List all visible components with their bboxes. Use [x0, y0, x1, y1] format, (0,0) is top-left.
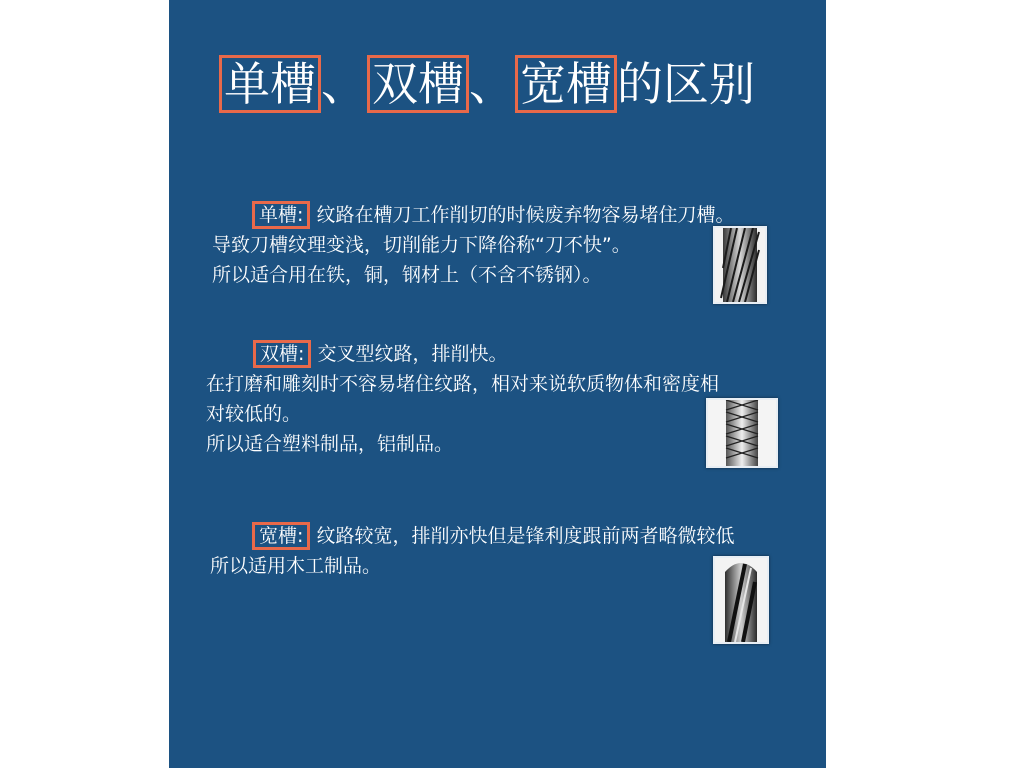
title-separator-1: 、 — [321, 57, 367, 111]
double-flute-line-4: 所以适合塑料制品，铝制品。 — [206, 433, 454, 455]
section-double-flute — [206, 339, 719, 459]
wide-flute-line-1: 纹路较宽，排削亦快但是锋利度跟前两者略微较低 — [316, 525, 735, 547]
title-suffix: 的区别 — [617, 57, 755, 111]
single-flute-line-3: 所以适合用在铁，铜，钢材上（不含不锈钢）。 — [212, 264, 602, 286]
single-flute-label: 单槽: — [252, 201, 310, 229]
wide-flute-line-2: 所以适用木工制品。 — [210, 555, 382, 577]
double-flute-line-3: 对较低的。 — [206, 403, 302, 425]
title-single-flute: 单槽 — [219, 55, 321, 113]
double-flute-label: 双槽: — [253, 340, 311, 368]
title-wide-flute: 宽槽 — [515, 55, 617, 113]
single-flute-line-1: 纹路在槽刀工作削切的时候废弃物容易堵住刀槽。 — [316, 204, 735, 226]
title-separator-2: 、 — [469, 57, 515, 111]
section-single-flute — [212, 200, 734, 290]
double-flute-line-1: 交叉型纹路，排削快。 — [317, 343, 508, 365]
single-flute-tool-image — [713, 226, 767, 304]
wide-flute-label: 宽槽: — [252, 522, 310, 550]
double-flute-line-2: 在打磨和雕刻时不容易堵住纹路，相对来说软质物体和密度相 — [206, 373, 720, 395]
page-title — [219, 55, 755, 117]
section-wide-flute — [210, 521, 734, 581]
wide-flute-tool-image — [713, 556, 769, 644]
title-double-flute: 双槽 — [367, 55, 469, 113]
single-flute-line-2: 导致刀槽纹理变浅，切削能力下降俗称“刀不快”。 — [212, 234, 631, 256]
double-flute-tool-image — [706, 398, 778, 468]
